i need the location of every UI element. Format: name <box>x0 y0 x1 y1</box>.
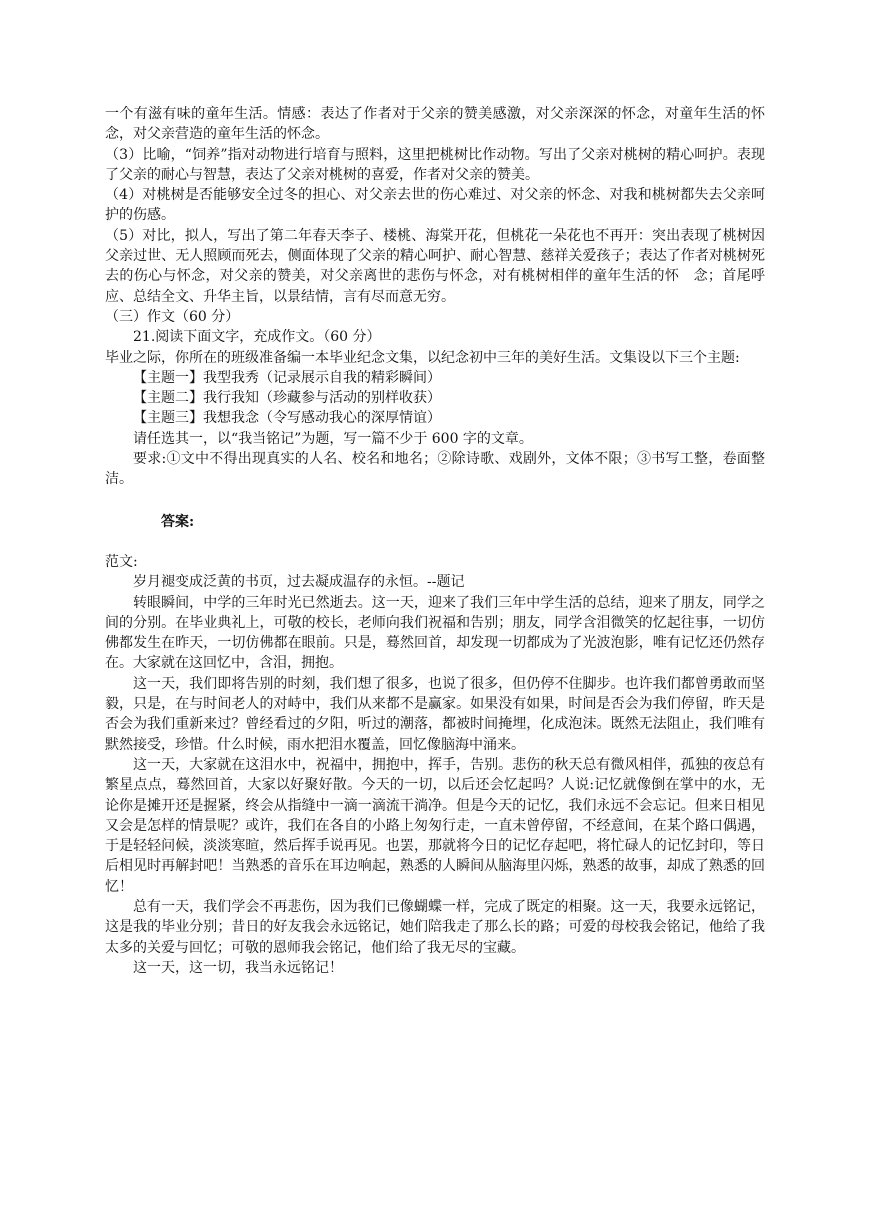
section-heading: （三）作文（60 分） <box>105 308 240 325</box>
answer-q3: （3）比喻，“饲养”指对动物进行培育与照料，这里把桃树比作动物。写出了父亲对桃树的精心呵护。表现了父亲的耐心与智慧，表达了父亲对桃树的喜爱，作者对父亲的赞美。 <box>105 146 765 183</box>
essay-requirement: 要求:①文中不得出现真实的人名、校名和地名；②除诗歌、戏剧外，文体不限；③书写工整，卷面整洁。 <box>105 451 765 488</box>
essay-instruction: 请任选其一，以“我当铭记”为题，写一篇不少于 600 字的文章。 <box>133 430 533 447</box>
essay-prompt: 毕业之际，你所在的班级准备编一本毕业纪念文集，以纪念初中三年的美好生活。文集设以下三个主题: <box>105 349 740 366</box>
essay-paragraph-1: 转眼瞬间，中学的三年时光已然逝去。这一天，迎来了我们三年中学生活的总结，迎来了朋友，同学之间的分别。在毕业典礼上，可敬的校长，老师向我们祝福和告别；朋友，同学含泪微笑的忆起往事，一切仿佛都发生在昨天，一切仿佛都在眼前。只是，蓦然回首，却发现一切都成为了光波泡影，唯有记忆还仍然存在。大家就在这回忆中，含泪，拥抱。 <box>105 594 765 672</box>
essay-paragraph-3: 这一天，大家就在这泪水中，祝福中，拥抱中，挥手，告别。悲伤的秋天总有微风相伴，孤独的夜总有繁星点点，蓦然回首，大家以好聚好散。今天的一切，以后还会忆起吗？人说:记忆就像倒在掌中的水，无论你是摊开还是握紧，终会从指缝中一滴一滴流干淌净。但是今天的记忆，我们永远不会忘记。但来日相见又会是怎样的情景呢？或许，我们在各自的小路上匆匆行走，一直未曾停留，不经意间，在某个路口偶遇，于是轻轻问候，淡淡寒暄，然后挥手说再见。也罢，那就将今日的记忆存起吧，将忙碌人的记忆封印，等日后相见时再解封吧！当熟悉的音乐在耳边响起，熟悉的人瞬间从脑海里闪烁，熟悉的故事，却成了熟悉的回忆！ <box>105 756 765 895</box>
topic-3: 【主题三】我想我念（令写感动我心的深厚情谊） <box>133 410 441 427</box>
answer-q5: （5）对比，拟人，写出了第二年春天李子、楼桃、海棠开花，但桃花一朵花也不再开：突出表现了桃树因父亲过世、无人照顾而死去，侧面体现了父亲的精心呵护、耐心智慧、慈祥关爱孩子；表达了作者对桃树死去的伤心与怀念，对父亲的赞美，对父亲离世的悲伤与怀念，对有桃树相伴的童年生活的怀 念；首尾呼应、总结全文、升华主旨，以景结情，言有尽而意无穷。 <box>105 227 765 305</box>
answer-label: 答案: <box>161 513 195 530</box>
answer-q2-tail: 一个有滋有味的童年生活。情感：表达了作者对于父亲的赞美感激，对父亲深深的怀念，对童年生活的怀念，对父亲营造的童年生活的怀念。 <box>105 106 765 143</box>
topic-2: 【主题二】我行我知（珍藏参与活动的别样收获） <box>133 390 441 407</box>
document-page <box>105 104 765 978</box>
topic-1: 【主题一】我型我秀（记录展示自我的精彩瞬间） <box>133 369 441 386</box>
question-21: 21.阅读下面文字，充成作文。（60 分） <box>133 329 381 346</box>
model-essay-label: 范文: <box>105 553 138 570</box>
essay-paragraph-2: 这一天，我们即将告别的时刻，我们想了很多，也说了很多，但仍停不住脚步。也许我们都曾勇敢而坚毅，只是，在与时间老人的对峙中，我们从来都不是赢家。如果没有如果，时间是否会为我们停留，昨天是否会为我们重新来过？曾经看过的夕阳，听过的潮落，都被时间掩埋，化成泡沫。既然无法阻止，我们唯有默然接受，珍惜。什么时候，雨水把泪水覆盖，回忆像脑海中涌来。 <box>105 675 765 753</box>
essay-paragraph-4: 总有一天，我们学会不再悲伤，因为我们已像蝴蝶一样，完成了既定的相聚。这一天，我要永远铭记，这是我的毕业分别；昔日的好友我会永远铭记，她们陪我走了那么长的路；可爱的母校我会铭记，他给了我太多的关爱与回忆；可敬的恩师我会铭记，他们给了我无尽的宝藏。 <box>105 898 765 956</box>
essay-epigraph: 岁月褪变成泛黄的书页，过去凝成温存的永恒。--题记 <box>133 574 465 591</box>
answer-q4: （4）对桃树是否能够安全过冬的担心、对父亲去世的伤心难过、对父亲的怀念、对我和桃树都失去父亲呵护的伤感。 <box>105 187 765 224</box>
essay-closing: 这一天，这一切，我当永远铭记！ <box>133 959 343 976</box>
